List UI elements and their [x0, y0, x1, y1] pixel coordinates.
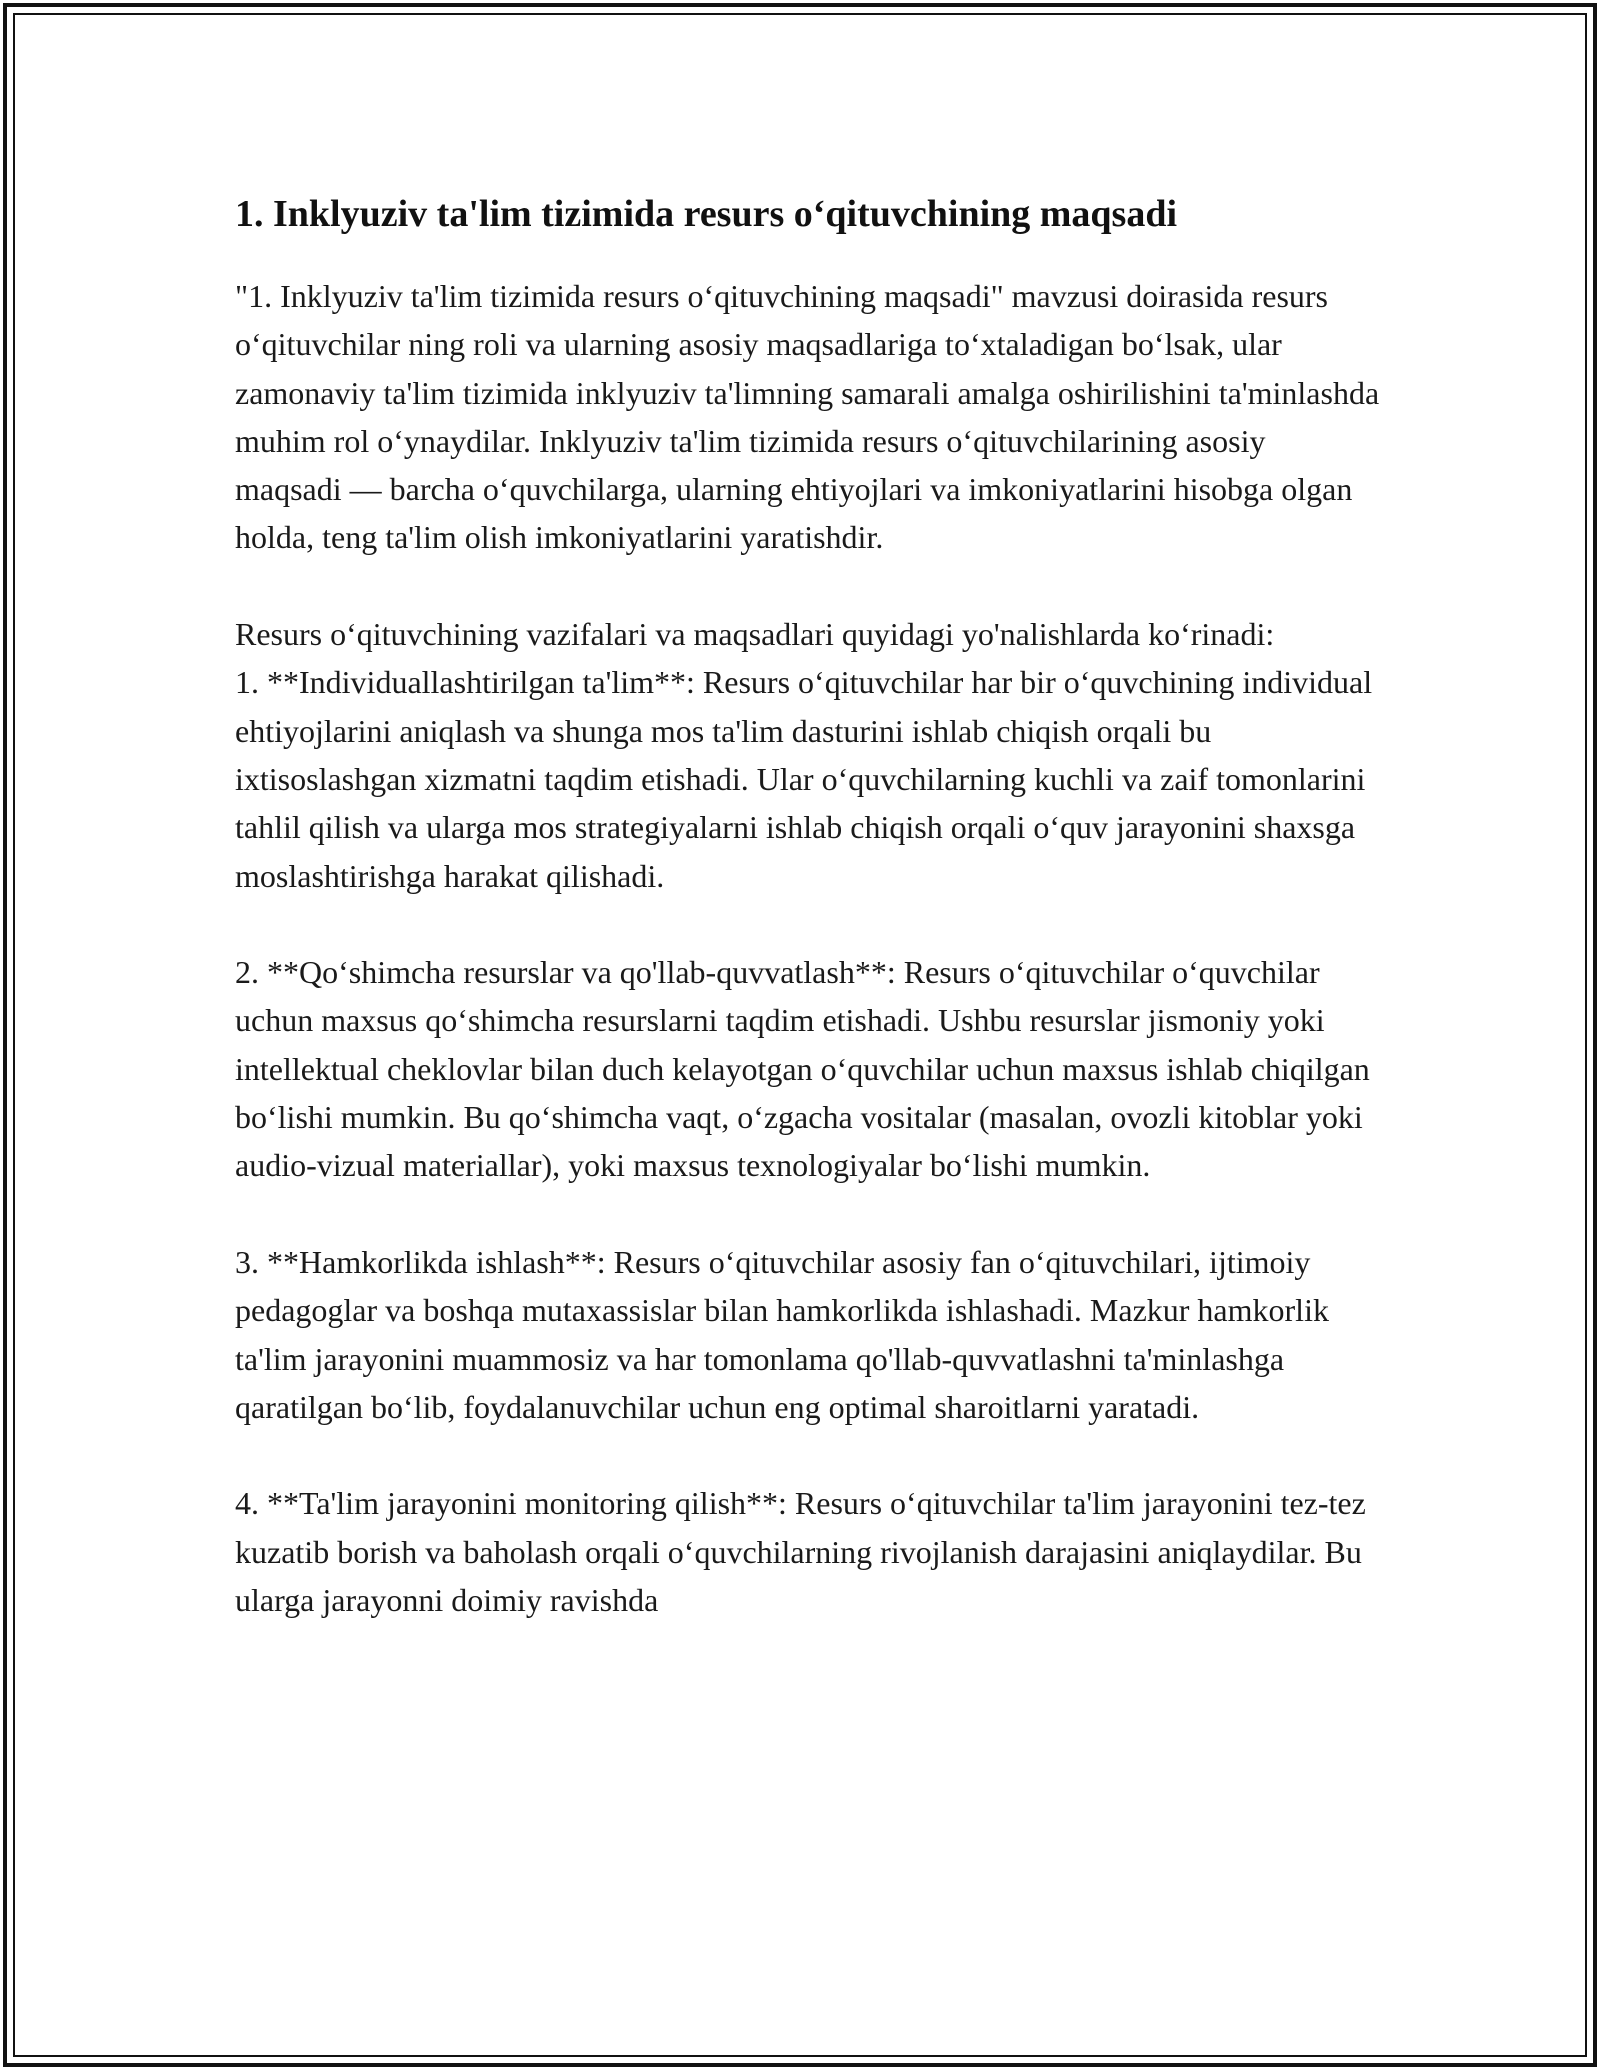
document-body: "1. Inklyuziv ta'lim tizimida resurs o‘qituvchining maqsadi" mavzusi doirasida resurs o‘qituvchilar ning roli va ularning asosiy maqsadlariga to‘xtaladigan bo‘lsak, ular zamonaviy ta'lim tizimida inklyuziv ta'limning samarali amalga oshirilishini ta'minlashda muhim rol o‘ynaydilar. Inklyuziv ta'lim tizimida resurs o‘qituvchilarining asosiy maqsadi — barcha o‘quvchilarga, ularning ehtiyojlari va imkoniyatlarini hisobga olgan holda, teng ta'lim olish imkoniyatlarini yaratishdir. Resurs o‘qituvchining vazifalari va maqsadlari quyidagi yo'nalishlarda ko‘rinadi: 1. **Individuallashtirilgan ta'lim**: Resurs o‘qituvchilar har bir o‘quvchining individual ehtiyojlarini aniqlash va shunga mos ta'lim dasturini ishlab chiqish orqali bu ixtisoslashgan xizmatni taqdim etishadi. Ular o‘quvchilarning kuchli va zaif tomonlarini tahlil qilish va ularga mos strategiyalarni ishlab chiqish orqali o‘quv jarayonini shaxsga moslashtirishga harakat qilishadi. 2. **Qo‘shimcha resurslar va qo'llab-quvvatlash**: Resurs o‘qituvchilar o‘quvchilar uchun maxsus qo‘shimcha resurslarni taqdim etishadi. Ushbu resurslar jismoniy yoki intellektual cheklovlar bilan duch kelayotgan o‘quvchilar uchun maxsus ishlab chiqilgan bo‘lishi mumkin. Bu qo‘shimcha vaqt, o‘zgacha vositalar (masalan, ovozli kitoblar yoki audio-vizual materiallar), yoki maxsus texnologiyalar bo‘lishi mumkin. 3. **Hamkorlikda ishlash**: Resurs o‘qituvchilar asosiy fan o‘qituvchilari, ijtimoiy pedagoglar va boshqa mutaxassislar bilan hamkorlikda ishlashadi. Mazkur hamkorlik ta'lim jarayonini muammosiz va har tomonlama qo'llab-quvvatlashni ta'minlashga qaratilgan bo‘lib, foydalanuvchilar uchun eng optimal sharoitlarni yaratadi. 4. **Ta'lim jarayonini monitoring qilish**: Resurs o‘qituvchilar ta'lim jarayonini tez-tez kuzatib borish va baholash orqali o‘quvchilarning rivojlanish darajasini aniqlaydilar. Bu ularga jarayonni doimiy ravishda — [235, 278, 1380, 1619]
document-title: 1. Inklyuziv ta'lim tizimida resurs o‘qituvchining maqsadi — [235, 193, 1178, 235]
document-page — [235, 186, 1380, 1624]
